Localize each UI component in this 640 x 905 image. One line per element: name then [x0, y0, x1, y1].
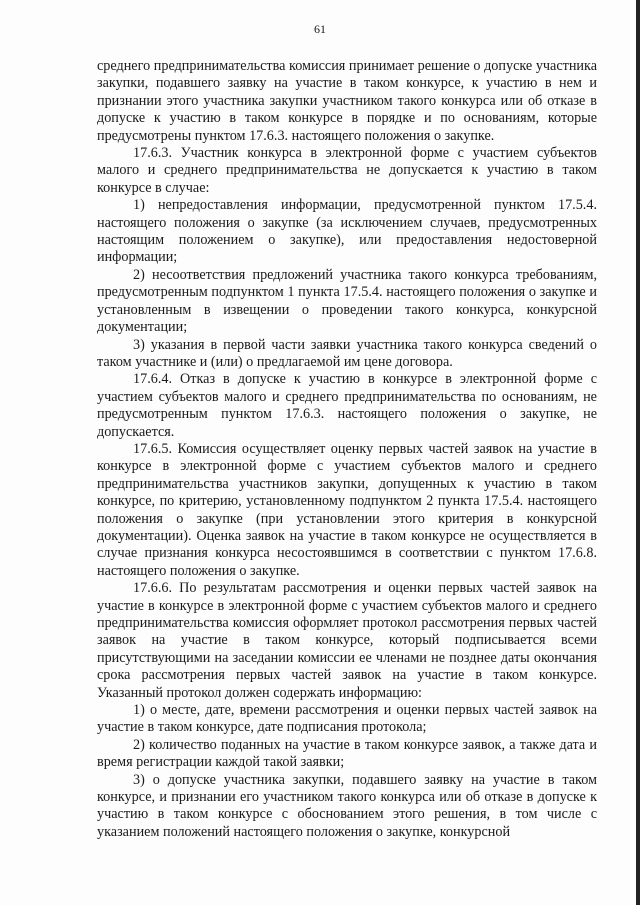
paragraph: 3) о допуске участника закупки, подавшего заявку на участие в таком конкурсе, и признании его участником такого конкурса или об отказе в допуске к участию в таком конкурсе с обоснованием этого решения, в том числе с указанием положений настоящего положения о закупке, конкурсной: [97, 771, 597, 840]
document-body: [97, 58, 597, 841]
paragraph: 17.6.4. Отказ в допуске к участию в конкурсе в электронной форме с участием субъектов малого и среднего предпринимательства по основаниям, не предусмотренным пунктом 17.6.3. настоящего положения о закупке, не допускается.: [97, 371, 597, 440]
paragraph: 3) указания в первой части заявки участника такого конкурса сведений о таком участнике и (или) о предлагаемой им цене договора.: [97, 336, 597, 370]
scan-edge: [636, 0, 640, 905]
paragraph: 1) непредоставления информации, предусмотренной пунктом 17.5.4. настоящего положения о закупке (за исключением случаев, предусмотренных настоящим положением о закупке), или предоставления недостоверной информации;: [97, 197, 597, 266]
paragraph: 17.6.5. Комиссия осуществляет оценку первых частей заявок на участие в конкурсе в электронной форме с участием субъектов малого и среднего предпринимательства участников закупки, допущенных к участию в таком конкурсе, по критерию, установленному подпунктом 2 пункта 17.5.4. настоящего положения о закупке (при установлении этого критерия в конкурсной документации). Оценка заявок на участие в таком конкурсе не осуществляется в случае признания конкурса несостоявшимся в соответствии с пунктом 17.6.8. настоящего положения о закупке.: [97, 440, 597, 579]
paragraph: 17.6.3. Участник конкурса в электронной форме с участием субъектов малого и среднего предпринимательства не допускается к участию в таком конкурсе в случае:: [97, 145, 597, 196]
paragraph: среднего предпринимательства комиссия принимает решение о допуске участника закупки, подавшего заявку на участие в таком конкурсе, к участию в нем и признании этого участника закупки участником такого конкурса или об отказе в допуске к участию в таком конкурсе в порядке и по основаниям, которые предусмотрены пунктом 17.6.3. настоящего положения о закупке.: [97, 58, 597, 144]
paragraph: 2) несоответствия предложений участника такого конкурса требованиям, предусмотренным подпунктом 1 пункта 17.5.4. настоящего положения о закупке и установленным в извещении о проведении такого конкурса, конкурсной документации;: [97, 266, 597, 336]
paragraph: 1) о месте, дате, времени рассмотрения и оценки первых частей заявок на участие в таком конкурсе, дате подписания протокола;: [97, 702, 597, 736]
paragraph: 2) количество поданных на участие в таком конкурсе заявок, а также дата и время регистрации каждой такой заявки;: [97, 736, 597, 771]
page-number: 61: [314, 22, 326, 36]
paragraph: 17.6.6. По результатам рассмотрения и оценки первых частей заявок на участие в конкурсе в электронной форме с участием субъектов малого и среднего предпринимательства комиссия оформляет протокол рассмотрения первых частей заявок на участие в таком конкурсе, который подписывается всеми присутствующими на заседании комиссии ее членами не позднее даты окончания срока рассмотрения первых частей заявок на участие в таком конкурсе. Указанный протокол должен содержать информацию:: [97, 580, 597, 701]
